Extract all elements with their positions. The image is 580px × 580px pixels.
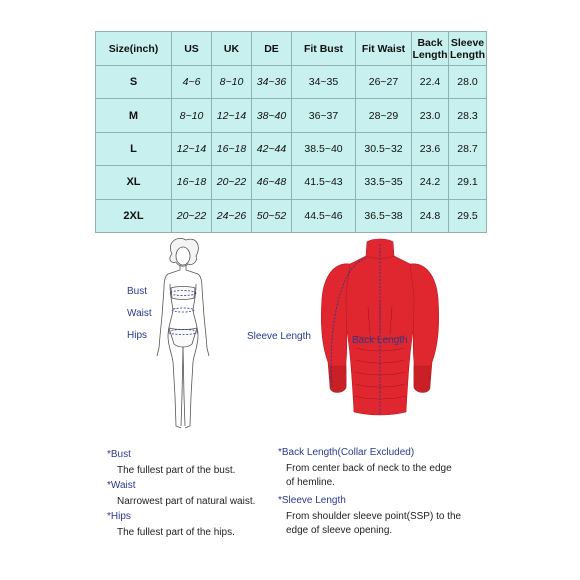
cell-us: 4~6 [172,66,212,99]
cell-fit-bust: 34~35 [292,66,356,99]
header-size: Size(inch) [96,32,172,66]
definition-waist-title: *Waist [107,480,136,491]
header-sleeve-length [449,32,487,66]
cell-de: 42~44 [252,132,292,165]
figure-label-back-length: Back Length [352,335,408,346]
cell-fit-bust: 36~37 [292,99,356,132]
definition-back-length-title: *Back Length(Collar Excluded) [278,447,415,458]
cell-uk: 24~26 [212,199,252,232]
cell-uk: 16~18 [212,132,252,165]
cell-uk: 8~10 [212,66,252,99]
definition-bust-title: *Bust [107,449,131,460]
table-header-row [96,32,487,66]
cell-de: 50~52 [252,199,292,232]
definition-back-length-text-2: of hemline. [286,477,335,488]
cell-back-length: 23.0 [412,99,449,132]
cell-fit-waist: 28~29 [356,99,412,132]
cell-de: 46~48 [252,166,292,199]
cell-de: 38~40 [252,99,292,132]
table-row [96,166,487,199]
cell-back-length: 24.8 [412,199,449,232]
figure-label-sleeve-length: Sleeve Length [247,331,311,342]
table-row [96,132,487,165]
header-back-length-line1: Back [417,36,443,49]
cell-size: 2XL [96,199,172,232]
header-sleeve-length-line1: Sleeve [450,36,485,49]
header-uk: UK [212,32,252,66]
cell-sleeve-length: 28.3 [449,99,487,132]
cell-sleeve-length: 28.0 [449,66,487,99]
figure-label-waist: Waist [127,308,152,319]
definition-back-length [278,446,452,489]
cell-size: XL [96,166,172,199]
cell-us: 8~10 [172,99,212,132]
figure-label-hips: Hips [127,330,148,341]
cell-size: S [96,66,172,99]
definition-back-length-text-1: From center back of neck to the edge [286,463,452,474]
cell-fit-waist: 26~27 [356,66,412,99]
definition-hips-title: *Hips [107,511,131,522]
cell-us: 16~18 [172,166,212,199]
cell-sleeve-length: 29.5 [449,199,487,232]
header-us: US [172,32,212,66]
header-fit-waist: Fit Waist [356,32,412,66]
cell-fit-bust: 41.5~43 [292,166,356,199]
header-sleeve-length-line2: Length [450,48,485,61]
definition-sleeve-length [278,494,461,537]
cell-sleeve-length: 29.1 [449,166,487,199]
cell-fit-waist: 36.5~38 [356,199,412,232]
cell-us: 12~14 [172,132,212,165]
header-back-length-line2: Length [412,48,448,61]
cell-fit-waist: 30.5~32 [356,132,412,165]
cell-back-length: 22.4 [412,66,449,99]
definition-sleeve-length-title: *Sleeve Length [278,495,346,506]
definition-waist-text: Narrowest part of natural waist. [117,496,256,507]
header-fit-bust: Fit Bust [292,32,356,66]
header-de: DE [252,32,292,66]
cell-us: 20~22 [172,199,212,232]
definition-bust-text: The fullest part of the bust. [117,465,236,476]
definition-hips-text: The fullest part of the hips. [117,527,235,538]
definition-bust [107,448,235,477]
header-back-length [412,32,449,66]
table-row [96,66,487,99]
definition-sleeve-length-text-1: From shoulder sleeve point(SSP) to the [286,511,462,522]
cell-size: L [96,132,172,165]
cell-uk: 12~14 [212,99,252,132]
cell-uk: 20~22 [212,166,252,199]
cell-fit-waist: 33.5~35 [356,166,412,199]
cell-size: M [96,99,172,132]
cell-back-length: 23.6 [412,132,449,165]
cell-back-length: 24.2 [412,166,449,199]
cell-fit-bust: 44.5~46 [292,199,356,232]
table-row [96,199,487,232]
figure-label-bust: Bust [127,286,148,297]
definition-hips [107,510,235,539]
body-measurement-figure [148,236,218,436]
definition-waist [107,479,255,508]
cell-fit-bust: 38.5~40 [292,132,356,165]
cell-sleeve-length: 28.7 [449,132,487,165]
size-chart-table [95,31,487,233]
cell-de: 34~36 [252,66,292,99]
table-row [96,99,487,132]
definition-sleeve-length-text-2: edge of sleeve opening. [286,525,393,536]
